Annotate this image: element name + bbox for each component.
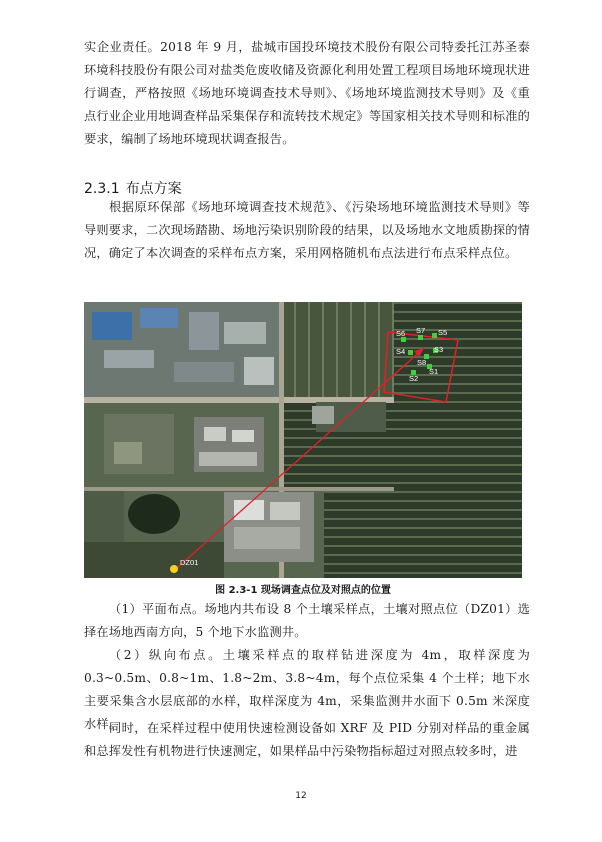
reference-point-dz01 [170, 565, 178, 573]
label-s3: S3 [434, 345, 444, 354]
sample-point-s5 [432, 333, 437, 338]
satellite-map [84, 302, 522, 578]
label-s1: S1 [429, 367, 439, 376]
label-s6: S6 [396, 329, 406, 338]
intro-paragraph: 实企业责任。2018 年 9 月，盐城市国投环境技术股份有限公司特委托江苏圣泰环境科技股份有限公司对盐类危废收储及资源化利用处置工程项目场地环境现状进行调查，严格按照《场地环境调查技术导则》、《场地环境监测技术导则》及《重点行业企业用地调查样品采集保存和流转技术规定》等国家相关技术导则和标准的要求，编制了场地环境现状调查报告。 [84, 40, 530, 146]
label-s2: S2 [409, 374, 419, 383]
rapid-test-paragraph: 同时，在采样过程中使用快速检测设备如 XRF 及 PID 分别对样品的重金属和总挥发性有机物进行快速测定，如果样品中污染物指标超过对照点较多时，进 [84, 721, 530, 758]
section-number: 2.3.1 [84, 181, 120, 197]
plane-layout-paragraph: （1）平面布点。场地内共布设 8 个土壤采样点，土壤对照点位（DZ01）选择在场地西南方向，5 个地下水监测井。 [84, 602, 530, 639]
label-s7: S7 [416, 326, 426, 335]
section-title: 布点方案 [125, 181, 182, 197]
figure-caption: 图 2.3-1 现场调查点位及对照点的位置 [215, 585, 391, 596]
vertical-layout-paragraph: （2）纵向布点。土壤采样点的取样钻进深度为 4m，取样深度为 0.3~0.5m、0.8~1m、1.8~2m、3.8~4m，每个点位采集 4 个土样；地下水主要采集含水层底部的水样，取样深度为 4m，采集监测井水面下 0.5m 米深度水样。 [84, 648, 530, 731]
sample-point-s7 [418, 335, 423, 340]
label-s4: S4 [396, 347, 406, 356]
section-heading [84, 178, 188, 198]
sample-point-s4 [408, 350, 413, 355]
layout-paragraph: 根据原环保部《场地环境调查技术规范》、《污染场地环境监测技术导则》等导则要求，二次现场踏勘、场地污染识别阶段的结果，以及场地水文地质勘探的情况，确定了本次调查的采样布点方案，采用网格随机布点法进行布点采样点位。 [84, 200, 530, 260]
label-s5: S5 [438, 328, 448, 337]
page-number: 12 [295, 791, 307, 801]
satellite-map-figure [84, 302, 522, 578]
label-dz01: DZ01 [180, 558, 199, 567]
label-s8: S8 [417, 358, 427, 367]
